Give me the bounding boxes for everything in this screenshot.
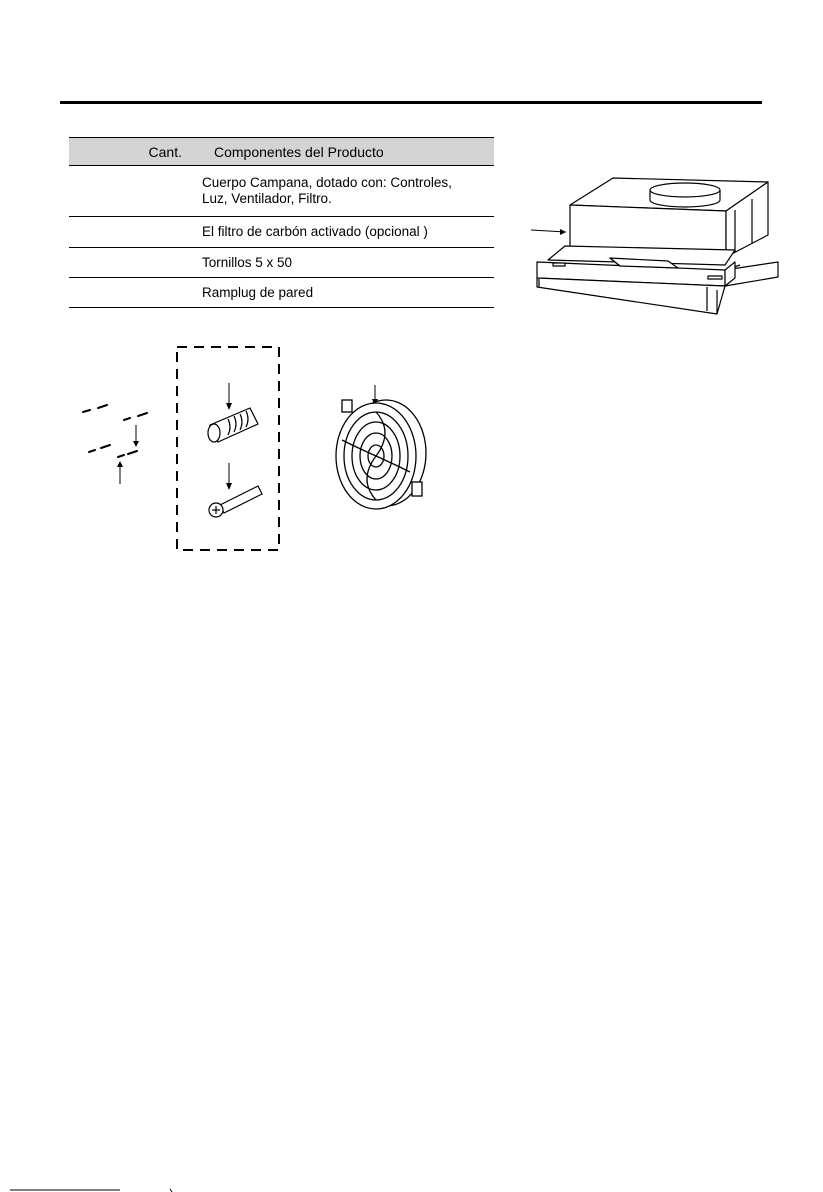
table-header-row bbox=[69, 138, 494, 166]
table-row bbox=[69, 248, 494, 278]
qty-cell bbox=[69, 278, 192, 308]
qty-cell bbox=[69, 217, 192, 248]
component-cell bbox=[192, 166, 494, 217]
component-header: Componentes del Producto bbox=[192, 138, 494, 166]
component-cell: Tornillos 5 x 50 bbox=[192, 248, 494, 278]
fastener-box-icon bbox=[176, 346, 281, 552]
header-rule bbox=[60, 101, 762, 104]
wall-plug-icon bbox=[208, 408, 258, 442]
component-cell: Ramplug de pared bbox=[192, 278, 494, 308]
small-screws-icon bbox=[78, 400, 153, 486]
component-line: Luz, Ventilador, Filtro. bbox=[202, 191, 332, 206]
component-cell: El filtro de carbón activado (opcional ) bbox=[192, 217, 494, 248]
component-line: Cuerpo Campana, dotado con: Controles, bbox=[202, 175, 452, 190]
carbon-filter-icon bbox=[330, 383, 430, 513]
table-row bbox=[69, 278, 494, 308]
parts-table bbox=[69, 137, 494, 308]
range-hood-icon bbox=[527, 170, 787, 315]
qty-cell bbox=[69, 166, 192, 217]
table-row bbox=[69, 217, 494, 248]
table-row bbox=[69, 166, 494, 217]
qty-header: Cant. bbox=[69, 138, 192, 166]
long-screw-icon bbox=[209, 486, 262, 517]
page-bottom-mark bbox=[0, 1188, 823, 1192]
qty-cell bbox=[69, 248, 192, 278]
